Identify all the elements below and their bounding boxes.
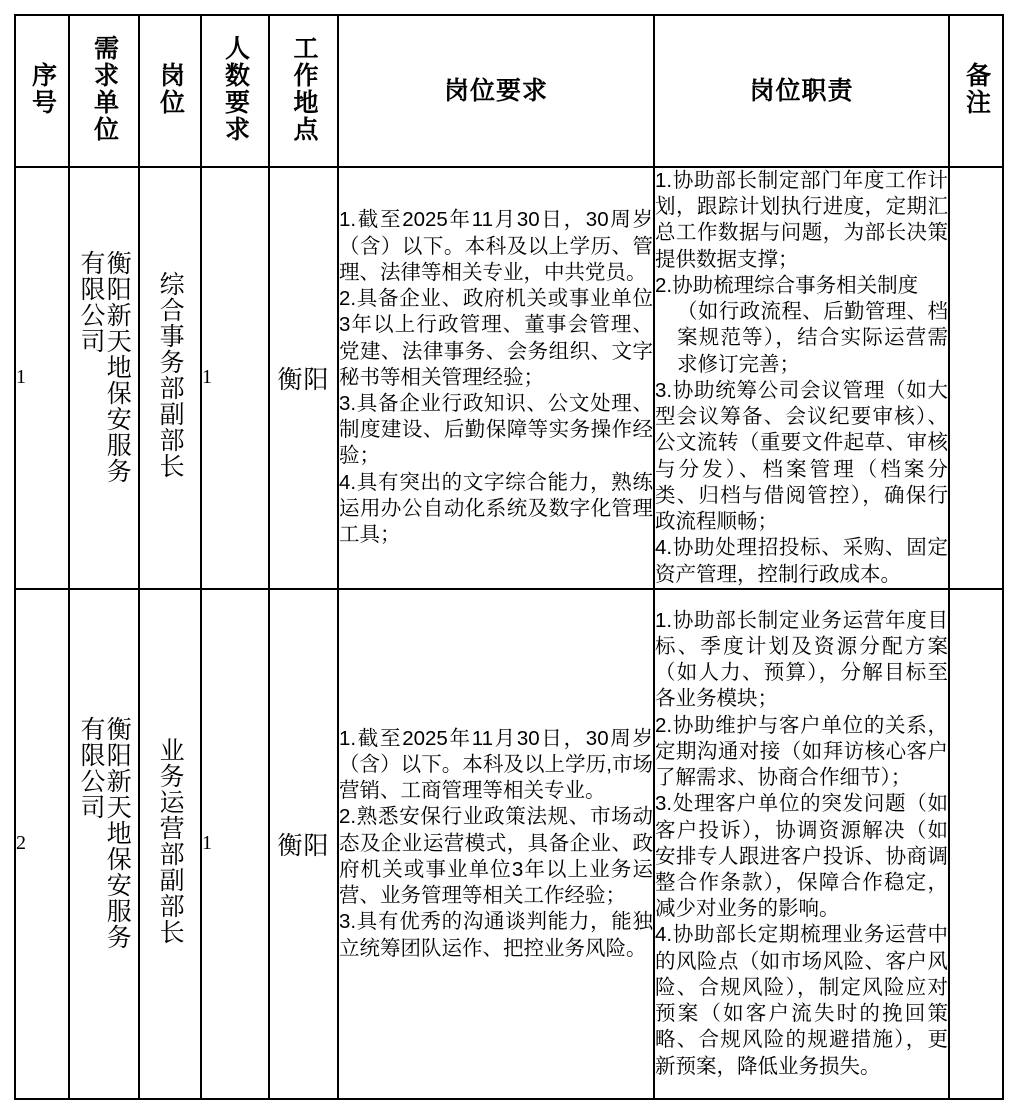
header-cell-unit (69, 15, 139, 167)
text-paragraph: 1.截至2025年11月30日，30周岁（含）以下。本科及以上学历,市场营销、工商管理等相关专业。 (339, 726, 653, 803)
table-body (15, 167, 1003, 1099)
unit-name: 衡阳新天地保安服务有限公司 (77, 716, 132, 951)
text-paragraph: 3.具有优秀的沟通谈判能力，能独立统筹团队运作、把控业务风险。 (339, 910, 653, 960)
text-paragraph: 3.具备企业行政知识、公文处理、制度建设、后勤保障等实务操作经验； (339, 391, 653, 468)
text-paragraph: 2.熟悉安保行业政策法规、市场动态及企业运营模式，具备企业、政府机关或事业单位3年以上业务运营、业务管理等相关工作经验； (339, 805, 653, 908)
header-cell-place (269, 15, 338, 167)
text-paragraph: 4.协助部长定期梳理业务运营中的风险点（如市场风险、客户风险、合规风险），制定风险应对预案（如客户流失时的挽回策略、合规风险的规避措施），更新预案，降低业务损失。 (655, 923, 948, 1078)
text-paragraph: 3.协助统筹公司会议管理（如大型会议筹备、会议纪要审核）、公文流转（重要文件起草、审核与分发）、档案管理（档案分类、归档与借阅管控），确保行政流程顺畅； (655, 378, 948, 534)
cell-duties (654, 167, 949, 589)
header-cell-seq (15, 15, 69, 167)
header-label-remark: 备注 (962, 61, 991, 116)
cell-place: 衡阳 (269, 589, 338, 1099)
header-cell-count (201, 15, 269, 167)
header-cell-duties (654, 15, 949, 167)
post-name: 综合事务部副部长 (156, 271, 185, 480)
text-paragraph: 1.协助部长制定业务运营年度目标、季度计划及资源分配方案（如人力、预算），分解目标至各业务模块； (655, 608, 948, 711)
header-label-post: 岗位 (156, 61, 185, 116)
recruitment-table (14, 14, 1004, 1100)
header-label-seq: 序号 (28, 61, 57, 116)
text-paragraph: 2.具备企业、政府机关或事业单位3年以上行政管理、董事会管理、党建、法律事务、会务组织、文字秘书等相关管理经验； (339, 287, 653, 389)
table-row (15, 589, 1003, 1099)
cell-remark (949, 589, 1003, 1099)
text-paragraph: 1.截至2025年11月30日，30周岁（含）以下。本科及以上学历、管理、法律等相关专业，中共党员。 (339, 208, 653, 284)
header-label-requirements: 岗位要求 (443, 77, 548, 105)
header-label-place: 工作地点 (290, 34, 318, 143)
text-paragraph: 1.协助部长制定部门年度工作计划，跟踪计划执行进度，定期汇总工作数据与问题，为部长决策提供数据支撑； (655, 169, 948, 271)
header-label-count: 人数要求 (221, 34, 250, 143)
header-cell-requirements (338, 15, 654, 167)
header-cell-post (139, 15, 201, 167)
cell-count: 1 (201, 589, 269, 1099)
text-paragraph: 4.具有突出的文字综合能力，熟练运用办公自动化系统及数字化管理工具； (339, 470, 653, 547)
cell-count: 1 (201, 167, 269, 589)
cell-post (139, 167, 201, 589)
cell-unit (69, 589, 139, 1099)
text-paragraph: （如行政流程、后勤管理、档案规范等），结合实际运营需求修订完善； (677, 300, 948, 376)
text-paragraph: 4.协助处理招投标、采购、固定资产管理，控制行政成本。 (655, 536, 948, 586)
header-label-unit: 需求单位 (90, 34, 119, 143)
cell-seq: 1 (15, 167, 69, 589)
table-row (15, 167, 1003, 589)
text-paragraph: 3.处理客户单位的突发问题（如客户投诉），协调资源解决（如安排专人跟进客户投诉、协商调整合作条款），保障合作稳定，减少对业务的影响。 (655, 792, 948, 921)
cell-seq: 2 (15, 589, 69, 1099)
cell-requirements (338, 589, 654, 1099)
text-paragraph: 2.协助维护与客户单位的关系，定期沟通对接（如拜访核心客户了解需求、协商合作细节）； (655, 713, 948, 790)
header-label-duties: 岗位职责 (749, 77, 854, 105)
header-cell-remark (949, 15, 1003, 167)
cell-post (139, 589, 201, 1099)
cell-place: 衡阳 (269, 167, 338, 589)
unit-name: 衡阳新天地保安服务有限公司 (77, 250, 132, 485)
cell-remark (949, 167, 1003, 589)
cell-requirements (338, 167, 654, 589)
table-header-row (15, 15, 1003, 167)
cell-duties (654, 589, 949, 1099)
post-name: 业务运营部副部长 (156, 737, 185, 946)
cell-unit (69, 167, 139, 589)
text-paragraph: 2.协助梳理综合事务相关制度 (655, 273, 919, 297)
